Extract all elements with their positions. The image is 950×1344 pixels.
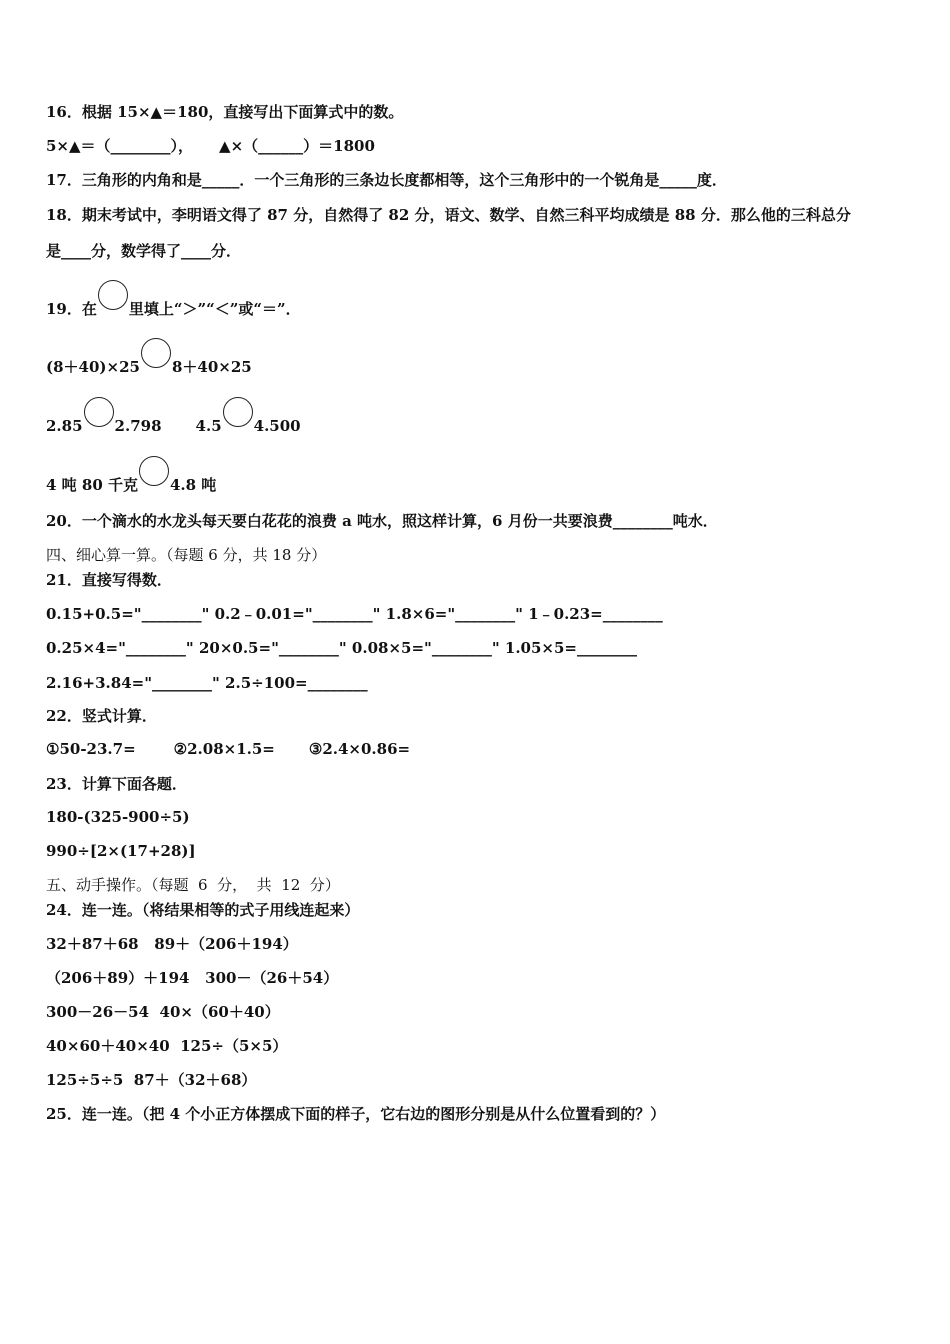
q16-text: 16．根据 15×▲＝180，直接写出下面算式中的数。 — [46, 103, 404, 121]
answer-circle-2[interactable] — [84, 397, 114, 427]
compare-circle[interactable] — [98, 280, 128, 310]
section-4-heading: 四、细心算一算。（每题 6 分，共 18 分） — [46, 546, 327, 564]
q22-title: 22．竖式计算． — [46, 707, 157, 725]
answer-circle-4[interactable] — [139, 456, 169, 486]
q24-title: 24．连一连。（将结果相等的式子用线连起来） — [46, 901, 360, 919]
q16-eq-b: ▲×（______）＝1800 — [219, 137, 375, 155]
q19-row3: 4 吨 80 千克 4.8 吨 — [46, 456, 216, 495]
q19-intro: 19．在 里填上“＞”“＜”或“＝”． — [46, 280, 301, 319]
q21-row1: 0.15+0.5="________" 0.2﹣0.01="________" 1.8×6="________" 1﹣0.23=________ — [46, 605, 663, 623]
q24-row: 40×60＋40×40 125÷（5×5） — [46, 1037, 288, 1055]
q23-item: 990÷[2×(17+28)] — [46, 842, 196, 860]
q21-row3: 2.16+3.84="________" 2.5÷100=________ — [46, 674, 368, 692]
q18-line2: 是____分，数学得了____分． — [46, 242, 242, 260]
section-5-heading: 五、动手操作。（每题 6 分， 共 12 分） — [46, 876, 340, 894]
q18-line1: 18．期末考试中，李明语文得了 87 分，自然得了 82 分，语文、数学、自然三科平均成绩是 88 分．那么他的三科总分 — [46, 206, 851, 224]
q22-items — [46, 739, 410, 759]
q25-text: 25．连一连。（把 4 个小正方体摆成下面的样子，它右边的图形分别是从什么位置看到的？） — [46, 1105, 666, 1123]
q22-item: ①50-23.7= — [46, 740, 136, 758]
q17-text: 17．三角形的内角和是_____．一个三角形的三条边长度都相等，这个三角形中的一个锐角是_____度． — [46, 171, 727, 189]
q24-row: 125÷5÷5 87＋（32＋68） — [46, 1071, 257, 1089]
q23-item: 180-(325-900÷5) — [46, 808, 190, 826]
q19-row1: (8＋40)×25 8＋40×25 — [46, 338, 252, 377]
q23-title: 23．计算下面各题． — [46, 775, 187, 793]
q16-eq-a: 5×▲＝（________）， — [46, 137, 194, 155]
q24-row: （206＋89）＋194 300－（26＋54） — [46, 969, 339, 987]
q20-text: 20．一个滴水的水龙头每天要白花花的浪费 a 吨水，照这样计算，6 月份一共要浪费________吨水． — [46, 512, 718, 530]
q21-title: 21．直接写得数． — [46, 571, 172, 589]
q24-row: 300－26－54 40×（60＋40） — [46, 1003, 280, 1021]
answer-circle-1[interactable] — [141, 338, 171, 368]
q22-item: ③2.4×0.86= — [308, 740, 411, 758]
q24-row: 32＋87＋68 89＋（206＋194） — [46, 935, 298, 953]
q16-equations — [46, 136, 375, 156]
q22-item: ②2.08×1.5= — [173, 740, 275, 758]
answer-circle-3[interactable] — [223, 397, 253, 427]
q21-row2: 0.25×4="________" 20×0.5="________" 0.08×5="________" 1.05×5=________ — [46, 639, 637, 657]
q19-row2: 2.85 2.798 4.5 4.500 — [46, 397, 301, 436]
